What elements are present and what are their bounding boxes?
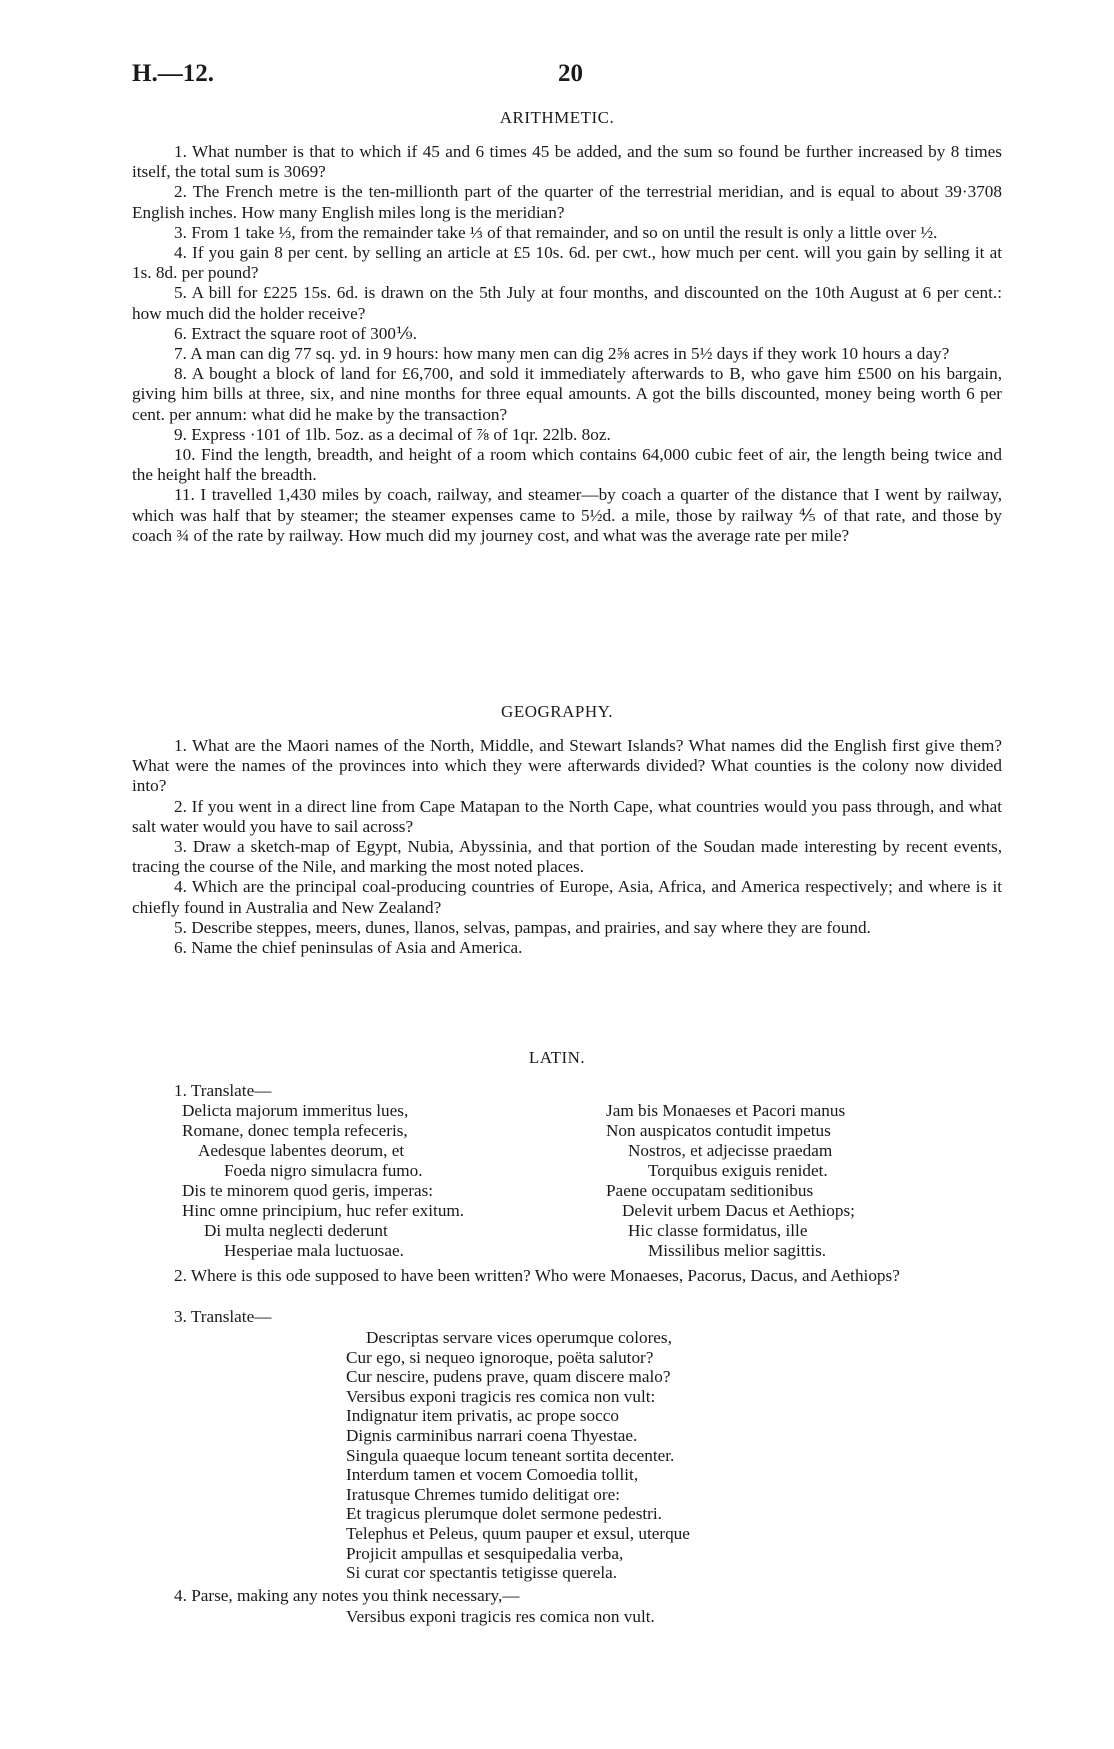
latin-q2-block [132,1266,1002,1286]
ode-line: Di multa neglecti dederunt [204,1221,388,1240]
poem-line: Singula quaeque locum teneant sortita decenter. [346,1445,675,1465]
geography-q6: 6. Name the chief peninsulas of Asia and America. [174,938,523,958]
arithmetic-q9: 9. Express ·101 of 1lb. 5oz. as a decimal of ⅞ of 1qr. 22lb. 8oz. [174,424,611,444]
horace-passage [346,1328,690,1583]
geography-q5: 5. Describe steppes, meers, dunes, llanos, selvas, pampas, and prairies, and say where they are found. [174,917,871,937]
ode-line: Delicta majorum immeritus lues, [182,1101,409,1120]
geography-q4: 4. Which are the principal coal-producing countries of Europe, Asia, Africa, and America respectively; and where is it chiefly found in Australia and New Zealand? [132,877,1002,917]
ode-line: Dis te minorem quod geris, imperas: [182,1181,434,1200]
poem-line: Descriptas servare vices operumque colores, [366,1328,672,1347]
arithmetic-q1: 1. What number is that to which if 45 and 6 times 45 be added, and the sum so found be further increased by 8 times itself, the total sum is 3069? [132,142,1002,182]
ode-line: Nostros, et adjecisse praedam [628,1141,833,1160]
latin-q4-line: Versibus exponi tragicis res comica non vult. [346,1607,655,1626]
ode-line: Foeda nigro simulacra fumo. [224,1161,423,1180]
ode-line: Torquibus exiguis renidet. [648,1161,828,1180]
page-number: 20 [558,60,583,87]
poem-line: Et tragicus plerumque dolet sermone pedestri. [346,1504,662,1524]
ode-line: Paene occupatam seditionibus [606,1181,814,1200]
ode-line: Aedesque labentes deorum, et [198,1141,405,1160]
poem-line: Cur nescire, pudens prave, quam discere malo? [346,1367,671,1387]
arithmetic-q5: 5. A bill for £225 15s. 6d. is drawn on the 5th July at four months, and discounted on the 10th August at 6 per cent.: how much did the holder receive? [132,283,1002,323]
page-reference: H.—12. [132,60,214,87]
latin-q1: 1. Translate— [174,1081,272,1100]
geography-title: GEOGRAPHY. [501,702,613,721]
geography-questions [132,736,1002,958]
ode-line: Non auspicatos contudit impetus [606,1121,831,1140]
poem-line: Indignatur item privatis, ac prope socco [346,1406,620,1426]
ode-line: Delevit urbem Dacus et Aethiops; [622,1201,855,1220]
arithmetic-q10: 10. Find the length, breadth, and height of a room which contains 64,000 cubic feet of air, the length being twice and the height half the breadth. [132,445,1002,485]
latin-q2: 2. Where is this ode supposed to have been written? Who were Monaeses, Pacorus, Dacus, and Aethiops? [174,1266,900,1285]
arithmetic-title: ARITHMETIC. [499,108,615,127]
ode-line: Hesperiae mala luctuosae. [224,1241,404,1260]
ode-right-column [606,1101,855,1261]
latin-q3: 3. Translate— [174,1307,272,1326]
geography-q2: 2. If you went in a direct line from Cape Matapan to the North Cape, what countries would you pass through, and what salt water would you have to sail across? [132,796,1002,836]
poem-line: Versibus exponi tragicis res comica non vult: [346,1386,656,1406]
ode-line: Romane, donec templa refeceris, [182,1121,408,1140]
poem-line: Iratusque Chremes tumido delitigat ore: [346,1484,620,1504]
arithmetic-q3: 3. From 1 take ⅓, from the remainder take ⅓ of that remainder, and so on until the result is only a little over ½. [174,222,938,242]
ode-line: Hinc omne principium, huc refer exitum. [182,1201,465,1220]
ode-line: Hic classe formidatus, ille [628,1221,808,1240]
arithmetic-q4: 4. If you gain 8 per cent. by selling an article at £5 10s. 6d. per cwt., how much per cent. will you gain by selling it at 1s. 8d. per pound? [132,243,1002,283]
poem-line: Interdum tamen et vocem Comoedia tollit, [346,1465,639,1485]
latin-q4: 4. Parse, making any notes you think necessary,— [174,1586,520,1605]
poem-line: Dignis carminibus narrari coena Thyestae. [346,1425,638,1445]
arithmetic-q11: 11. I travelled 1,430 miles by coach, railway, and steamer—by coach a quarter of the distance that I went by railway, which was half that by steamer; the steamer expenses came to 5½d. a mile, those by railway ⅘ of that rate, and those by coach ¾ of the rate by railway. How much did my journey cost, and what was the average rate per mile? [132,485,1002,545]
arithmetic-q8: 8. A bought a block of land for £6,700, and sold it immediately afterwards to B, who gave him £500 on his bargain, giving him bills at three, six, and nine months for three equal amounts. A got the bills discounted, money being worth 6 per cent. per annum: what did he make by the transaction? [132,364,1002,424]
poem-line: Projicit ampullas et sesquipedalia verba, [346,1543,624,1563]
poem-line: Cur ego, si nequeo ignoroque, poëta salutor? [346,1347,654,1367]
arithmetic-questions [132,142,1002,546]
poem-line: Si curat cor spectantis tetigisse querela. [346,1563,618,1583]
latin-title: LATIN. [528,1048,586,1067]
ode-line: Missilibus melior sagittis. [648,1241,827,1260]
geography-q3: 3. Draw a sketch-map of Egypt, Nubia, Abyssinia, and that portion of the Soudan made interesting by recent events, tracing the course of the Nile, and marking the most noted places. [132,837,1002,877]
geography-q1: 1. What are the Maori names of the North, Middle, and Stewart Islands? What names did the English first give them? What were the names of the provinces into which they were afterwards divided? What counties is the colony now divided into? [132,736,1002,796]
poem-line: Telephus et Peleus, quum pauper et exsul, uterque [346,1523,690,1543]
arithmetic-q2: 2. The French metre is the ten-millionth part of the quarter of the terrestrial meridian, and is equal to about 39·3708 English inches. How many English miles long is the meridian? [132,182,1002,222]
arithmetic-q7: 7. A man can dig 77 sq. yd. in 9 hours: how many men can dig 2⅝ acres in 5½ days if they work 10 hours a day? [174,344,950,364]
arithmetic-q6: 6. Extract the square root of 300⅑. [174,323,417,343]
ode-left-column [182,1101,464,1261]
ode-line: Jam bis Monaeses et Pacori manus [606,1101,846,1120]
